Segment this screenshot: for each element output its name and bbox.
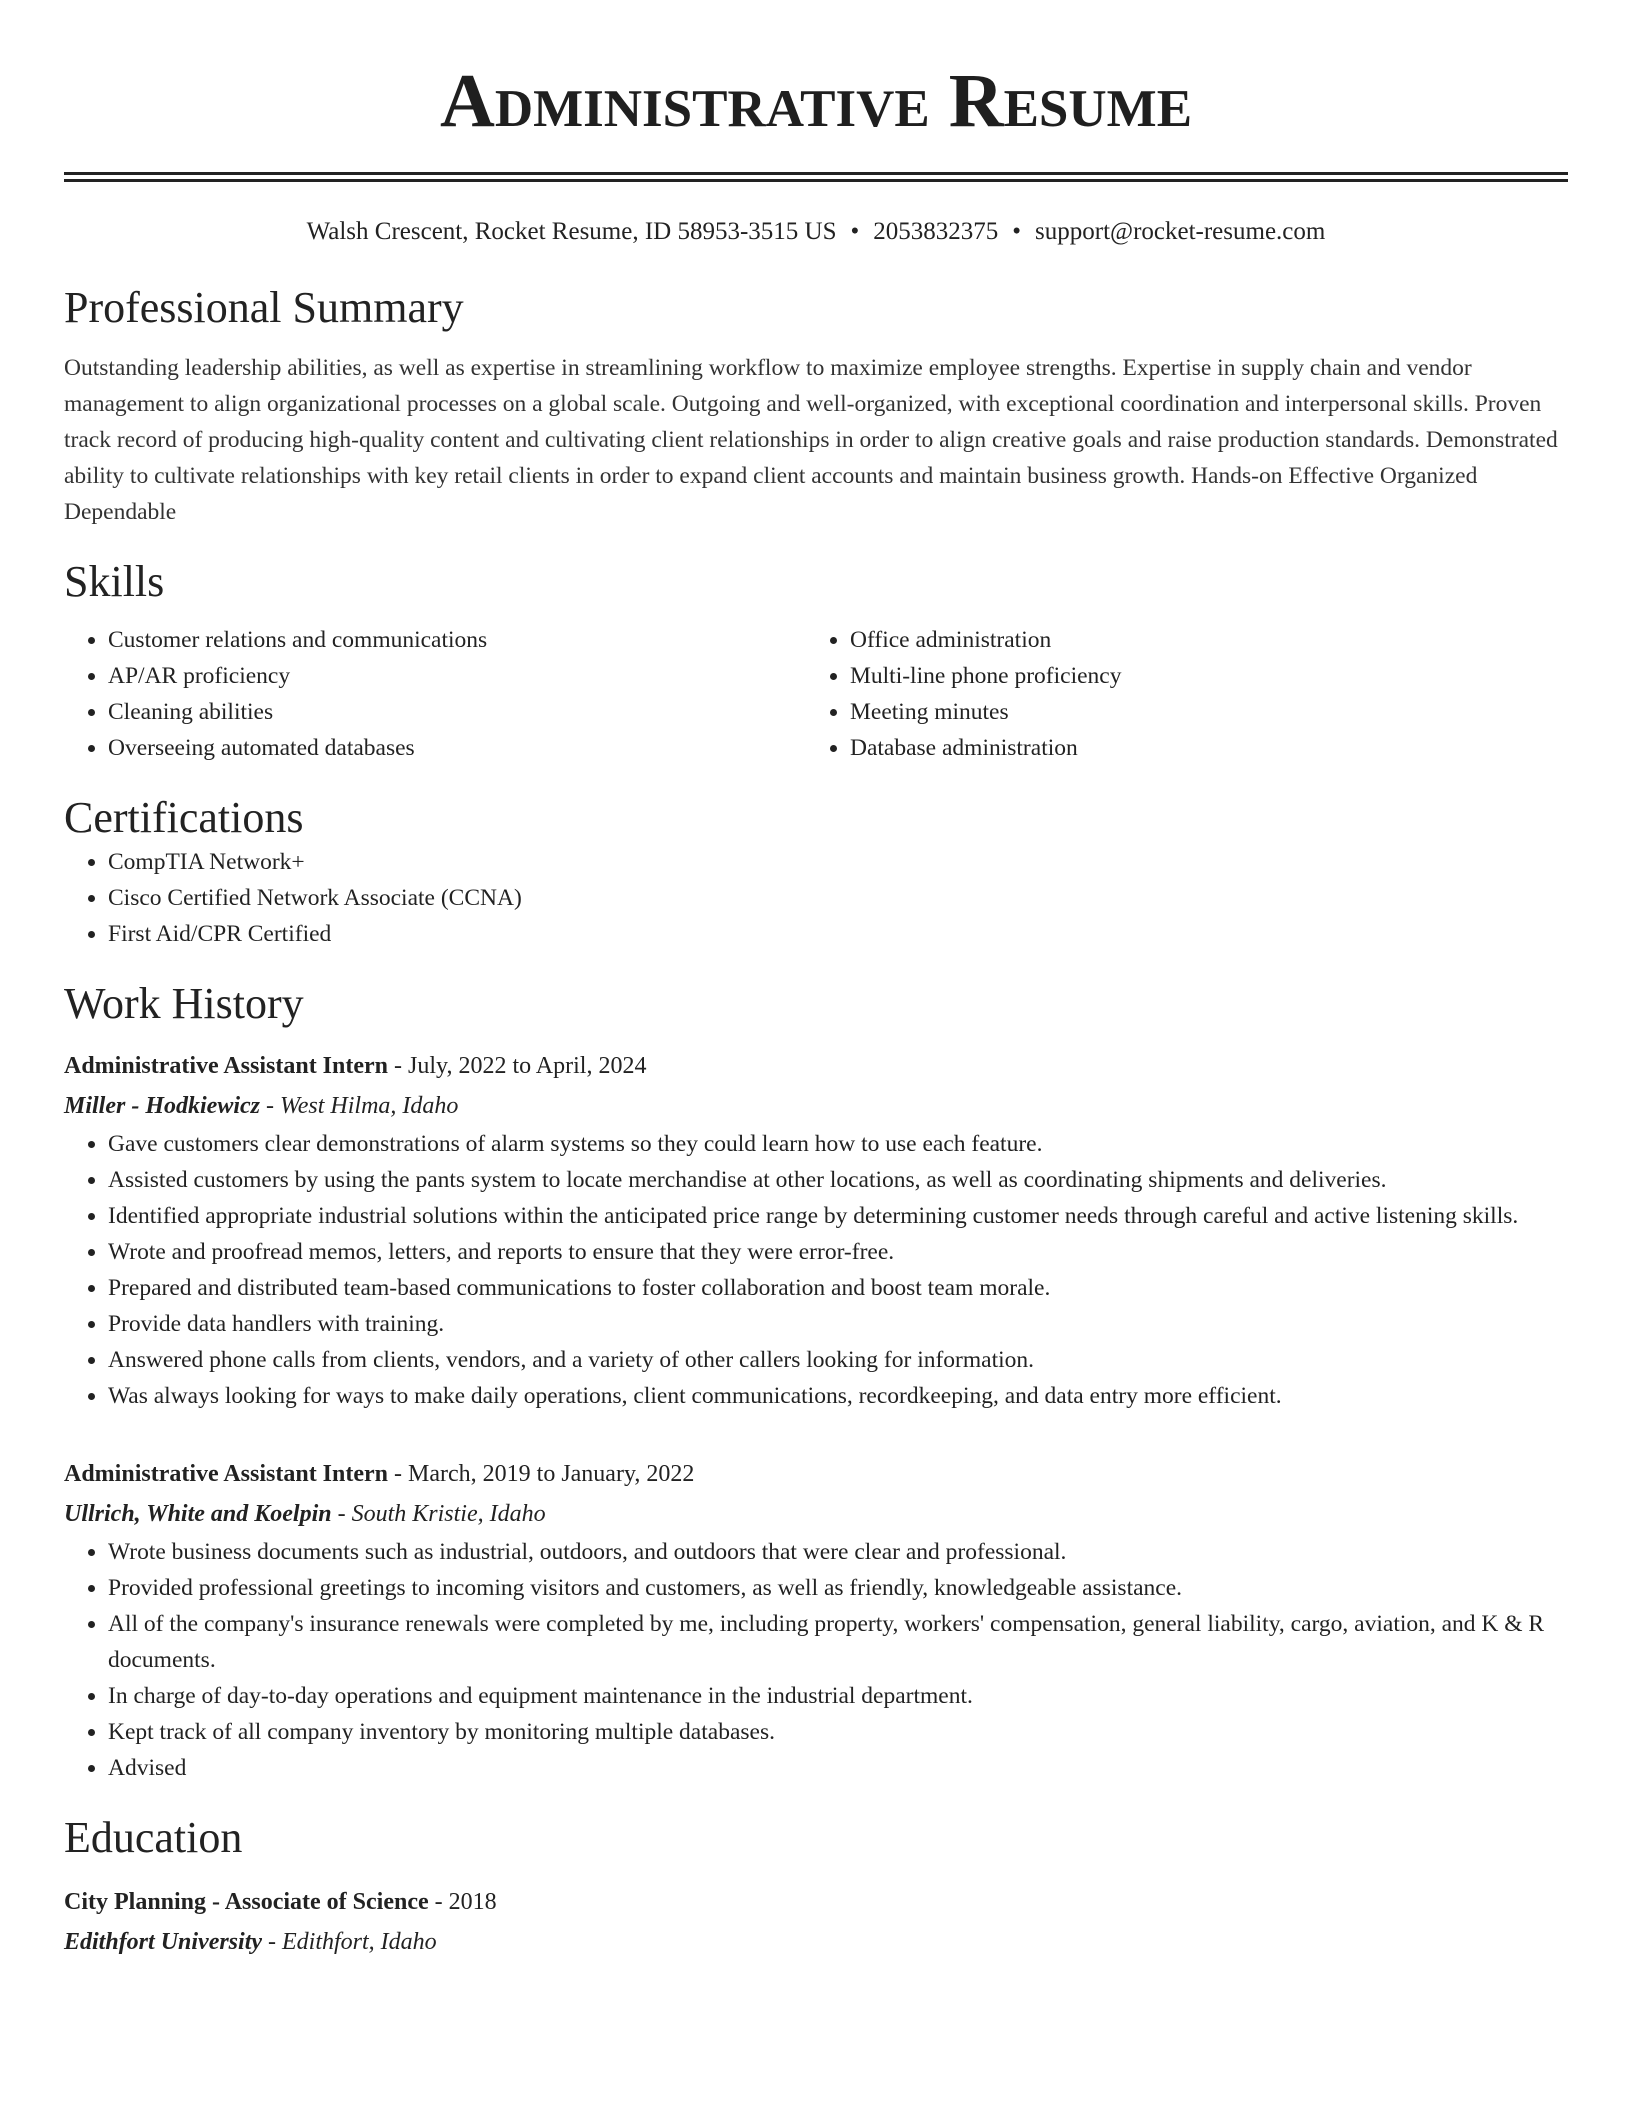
- job-title: Administrative Assistant Intern: [64, 1053, 389, 1079]
- job-dates: - March, 2019 to January, 2022: [394, 1461, 695, 1487]
- skill-item: • AP/AR proficiency: [108, 658, 806, 694]
- job-duty: • In charge of day-to-day operations and equipment maintenance in the industrial department.: [108, 1678, 1568, 1714]
- contact-email: support@rocket-resume.com: [1035, 218, 1326, 245]
- job-dates: - July, 2022 to April, 2024: [394, 1053, 647, 1079]
- job-duty: • All of the company's insurance renewals were completed by me, including property, workers' compensation, general liability, cargo, aviation, and K & R documents.: [108, 1606, 1568, 1678]
- skills-right-column: [806, 622, 1568, 766]
- job-duties-list: [64, 1126, 1568, 1414]
- summary-text: Outstanding leadership abilities, as well as expertise in streamlining workflow to maximize employee strengths. Expertise in supply chain and vendor management to align organizational processes on a global scale. Outgoing and well-organized, with exceptional coordination and interpersonal skills. Proven track record of producing high-quality content and cultivating client relationships in order to align creative goals and raise production standards. Demonstrated ability to cultivate relationships with key retail clients in order to expand client accounts and maintain business growth. Hands-on Effective Organized Dependable: [64, 355, 1558, 525]
- certifications-list: [64, 844, 1568, 952]
- resume-title: Administrative Resume: [439, 59, 1193, 143]
- skills-list: [64, 622, 1568, 766]
- company-line: [64, 1086, 1568, 1126]
- job-title-line: [64, 1454, 1568, 1494]
- job-duty: • Kept track of all company inventory by monitoring multiple databases.: [108, 1714, 1568, 1750]
- company-location: - South Kristie, Idaho: [337, 1501, 546, 1527]
- skills-left-column: [64, 622, 806, 766]
- job-duty: • Assisted customers by using the pants system to locate merchandise at other locations, as well as coordinating shipments and deliveries.: [108, 1162, 1568, 1198]
- skill-item: • Office administration: [850, 622, 1568, 658]
- company-location: - West Hilma, Idaho: [265, 1093, 459, 1119]
- job-duty: • Provided professional greetings to incoming visitors and customers, as well as friendly, knowledgeable assistance.: [108, 1570, 1568, 1606]
- certifications-heading: Certifications: [64, 793, 304, 842]
- certification-item: • Cisco Certified Network Associate (CCNA): [108, 880, 1568, 916]
- education-entry: [64, 1882, 1568, 1962]
- skills-heading: Skills: [64, 557, 165, 606]
- degree-name: City Planning - Associate of Science: [64, 1889, 429, 1915]
- job-duty: • Was always looking for ways to make daily operations, client communications, recordkeeping, and data entry more efficient.: [108, 1378, 1568, 1414]
- job-duty: • Answered phone calls from clients, vendors, and a variety of other callers looking for information.: [108, 1342, 1568, 1378]
- job-title: Administrative Assistant Intern: [64, 1461, 389, 1487]
- job-duty: • Identified appropriate industrial solutions within the anticipated price range by determining customer needs through careful and active listening skills.: [108, 1198, 1568, 1234]
- degree-line: [64, 1882, 1568, 1922]
- job-entry: [64, 1454, 1568, 1786]
- degree-year: - 2018: [434, 1889, 497, 1915]
- job-duty: • Provide data handlers with training.: [108, 1306, 1568, 1342]
- job-entry: [64, 1046, 1568, 1414]
- contact-line: [64, 216, 1568, 248]
- job-duty: • Gave customers clear demonstrations of alarm systems so they could learn how to use each feature.: [108, 1126, 1568, 1162]
- contact-separator: •: [850, 218, 860, 245]
- job-duty: • Wrote and proofread memos, letters, and reports to ensure that they were error-free.: [108, 1234, 1568, 1270]
- skill-item: • Customer relations and communications: [108, 622, 806, 658]
- company-name: Ullrich, White and Koelpin: [64, 1501, 332, 1527]
- title-divider: [64, 172, 1568, 182]
- certification-item: • First Aid/CPR Certified: [108, 916, 1568, 952]
- job-duty: • Prepared and distributed team-based communications to foster collaboration and boost team morale.: [108, 1270, 1568, 1306]
- skill-item: • Cleaning abilities: [108, 694, 806, 730]
- school-location: - Edithfort, Idaho: [268, 1929, 437, 1955]
- job-duties-list: [64, 1534, 1568, 1786]
- certification-item: • CompTIA Network+: [108, 844, 1568, 880]
- skill-item: • Meeting minutes: [850, 694, 1568, 730]
- job-title-line: [64, 1046, 1568, 1086]
- job-duty: • Advised: [108, 1750, 1568, 1786]
- school-name: Edithfort University: [64, 1929, 263, 1955]
- contact-phone: 2053832375: [873, 218, 999, 245]
- contact-separator: •: [1012, 218, 1022, 245]
- education-heading: Education: [64, 1813, 243, 1862]
- skill-item: • Multi-line phone proficiency: [850, 658, 1568, 694]
- company-line: [64, 1494, 1568, 1534]
- work-history-heading: Work History: [64, 979, 304, 1028]
- skill-item: • Database administration: [850, 730, 1568, 766]
- skill-item: • Overseeing automated databases: [108, 730, 806, 766]
- summary-heading: Professional Summary: [64, 283, 464, 332]
- job-duty: • Wrote business documents such as industrial, outdoors, and outdoors that were clear and professional.: [108, 1534, 1568, 1570]
- contact-address: Walsh Crescent, Rocket Resume, ID 58953-3515 US: [306, 218, 837, 245]
- school-line: [64, 1922, 1568, 1962]
- company-name: Miller - Hodkiewicz: [64, 1093, 260, 1119]
